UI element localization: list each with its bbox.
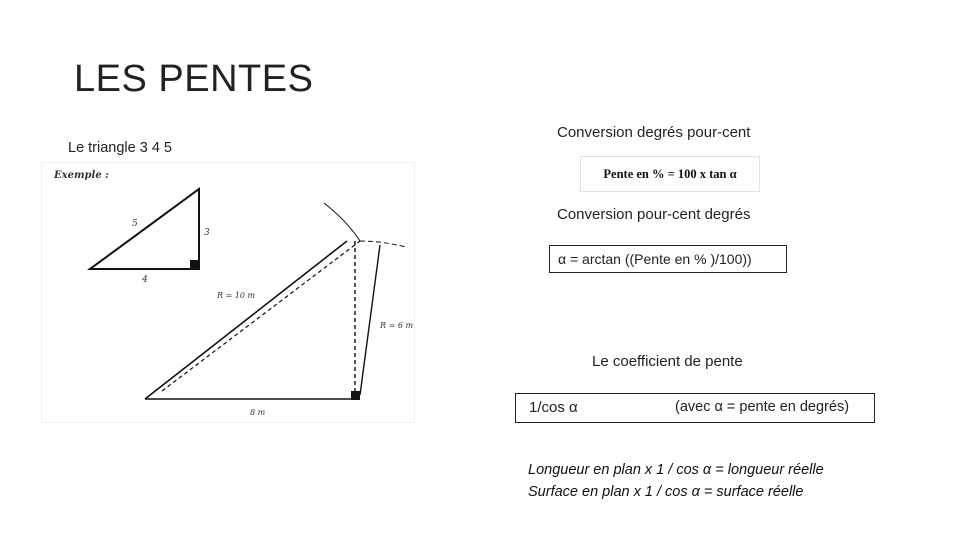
slide-title: LES PENTES — [74, 58, 314, 100]
conversion-pct-deg-title: Conversion pour-cent degrés — [557, 206, 751, 223]
small-base-label: 4 — [142, 275, 148, 285]
conversion-deg-pct-title: Conversion degrés pour-cent — [557, 124, 751, 141]
tan-formula: Pente en % = 100 x tan α — [603, 166, 737, 181]
coefficient-box — [515, 393, 875, 423]
large-right-angle-marker — [351, 391, 360, 400]
rule-length: Longueur en plan x 1 / cos α = longueur réelle — [528, 462, 824, 478]
triangle-figure — [42, 163, 414, 422]
small-triangle — [90, 189, 199, 269]
arctan-formula: α = arctan ((Pente en % )/100)) — [558, 251, 752, 267]
tan-formula-box — [580, 156, 760, 192]
coefficient-title: Le coefficient de pente — [592, 353, 743, 370]
arc-radius-line — [360, 245, 380, 395]
small-hyp-label: 5 — [132, 219, 138, 229]
coefficient-note: (avec α = pente en degrés) — [675, 399, 850, 415]
large-base-label: 8 m — [250, 408, 266, 417]
arctan-formula-box — [549, 245, 787, 273]
triangle-drawing — [42, 163, 414, 422]
arc-top — [324, 203, 360, 241]
example-label: Exemple : — [54, 170, 109, 181]
rule-surface: Surface en plan x 1 / cos α = surface réelle — [528, 484, 804, 500]
coefficient-formula: 1/cos α — [529, 399, 578, 416]
large-hyp-label: R = 10 m — [217, 291, 256, 300]
arc-right — [360, 241, 406, 247]
large-vertical-label: R = 6 m — [380, 321, 414, 330]
large-hypotenuse — [145, 241, 347, 399]
triangle-caption: Le triangle 3 4 5 — [68, 140, 172, 156]
small-right-angle-marker — [190, 260, 199, 269]
small-vertical-label: 3 — [204, 228, 210, 238]
